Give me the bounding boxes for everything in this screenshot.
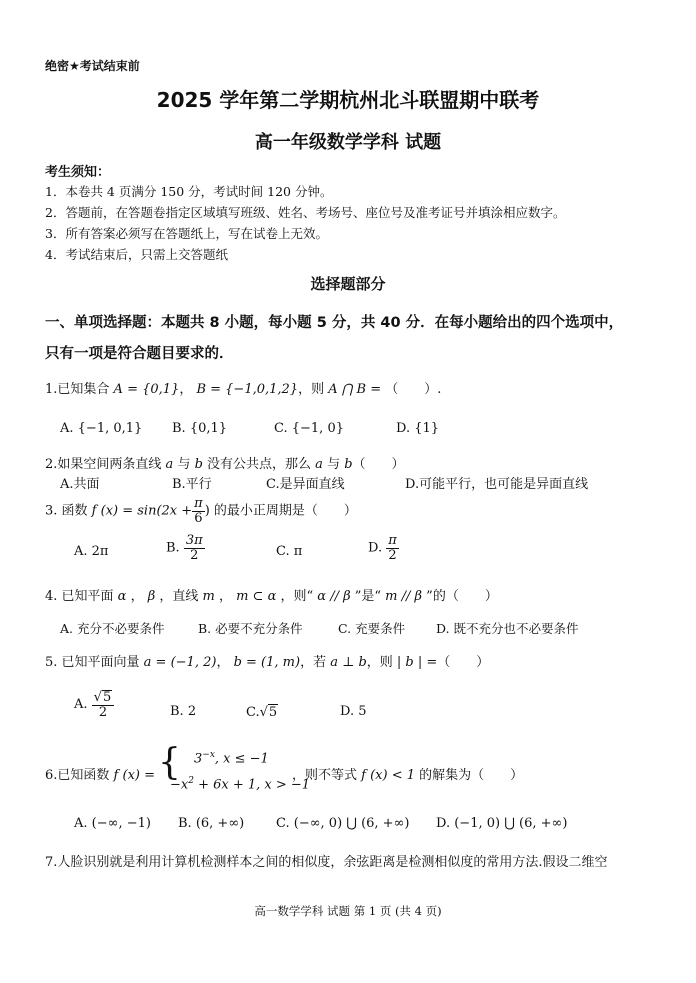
q4-p2: ， xyxy=(126,589,148,604)
q6-option-a: A. (−∞, −1) xyxy=(74,816,151,831)
q5-option-d: D. 5 xyxy=(340,704,367,719)
q4-cond2: m // β xyxy=(385,589,423,604)
q4-m: m xyxy=(202,589,215,604)
q4-p4: ， xyxy=(214,589,237,604)
q5-p1: 5. 已知平面向量 xyxy=(45,655,144,670)
q3-option-d-den: 2 xyxy=(388,547,397,563)
q5-p3: ，若 xyxy=(300,655,331,670)
notice-heading: 考生须知： xyxy=(45,165,111,180)
question-1 xyxy=(45,378,441,397)
q1-suffix: = （ ）. xyxy=(366,382,442,397)
q6-p2: ，则不等式 xyxy=(292,768,362,783)
q2-option-d: D.可能平行，也可能是异面直线 xyxy=(405,477,589,492)
q3-option-c: C. π xyxy=(276,544,303,559)
question-6-tail xyxy=(292,764,523,783)
q6-case-2 xyxy=(170,776,310,792)
q6-case1-base: 3 xyxy=(194,751,203,767)
q2-p4: 与 xyxy=(322,457,345,472)
q4-option-a: A. 充分不必要条件 xyxy=(60,621,165,636)
q5-option-a xyxy=(74,690,114,719)
q5-vector-b: b = (1, m) xyxy=(233,655,301,670)
q6-fx: f (x) = xyxy=(113,768,155,783)
q3-fraction xyxy=(192,497,205,525)
q6-case2-rest: + 6x + 1, x > −1 xyxy=(193,777,311,793)
q1-mid: ， xyxy=(179,382,197,397)
notice-item: 1．本卷共 4 页满分 150 分，考试时间 120 分钟。 xyxy=(45,184,333,199)
q5-p2: ， xyxy=(216,655,234,670)
q5-option-a-num: √5 xyxy=(92,690,115,706)
q1-option-b: B. {0,1} xyxy=(172,421,228,436)
q4-option-c: C. 充要条件 xyxy=(338,621,406,636)
exam-subtitle: 高一年级数学学科 试题 xyxy=(254,132,442,153)
question-5 xyxy=(45,651,489,670)
q5-option-a-label: A. xyxy=(74,697,88,713)
q2-a2: a xyxy=(315,457,323,472)
q1-option-a: A. {−1, 0,1} xyxy=(60,421,143,436)
q3-option-d-num: π xyxy=(388,533,397,548)
question-3 xyxy=(45,497,357,525)
question-2 xyxy=(45,453,405,472)
part-instruction-line2: 只有一项是符合题目要求的． xyxy=(45,346,234,362)
q3-option-b xyxy=(166,534,205,562)
q6-option-c: C. (−∞, 0) ⋃ (6, +∞) xyxy=(276,816,410,831)
q3-option-b-den: 2 xyxy=(190,547,199,563)
q2-option-c: C.是异面直线 xyxy=(266,477,345,492)
q4-p7: ”的（ ） xyxy=(422,589,498,604)
q3-option-d-fraction xyxy=(386,534,399,562)
q6-case1-cond: , x ≤ −1 xyxy=(214,751,269,767)
q2-p3: 没有公共点，那么 xyxy=(202,457,316,472)
secret-label: 绝密★考试结束前 xyxy=(45,59,140,73)
q6-case2-exp: 2 xyxy=(188,776,194,786)
q1-option-c: C. {−1, 0} xyxy=(274,421,344,436)
q5-perp: a ⊥ b xyxy=(330,655,367,670)
q4-p3: ，直线 xyxy=(155,589,203,604)
q3-option-d-label: D. xyxy=(368,540,383,556)
q4-beta: β xyxy=(147,589,156,604)
notice-item: 3．所有答案必须写在答题纸上，写在试卷上无效。 xyxy=(45,226,328,241)
q6-brace: { xyxy=(158,742,181,783)
question-4 xyxy=(45,585,498,604)
exam-title: 2025 学年第二学期杭州北斗联盟期中联考 xyxy=(156,88,540,112)
q6-case-1 xyxy=(194,750,269,766)
part-instruction-line1: 一、单项选择题：本题共 8 小题，每小题 5 分，共 40 分．在每小题给出的四个选项中， xyxy=(45,315,624,331)
q3-frac-den: 6 xyxy=(194,510,203,526)
q4-cond1: α // β xyxy=(317,589,351,604)
q3-option-b-fraction xyxy=(184,534,205,562)
q5-option-a-radicand: 5 xyxy=(102,690,112,705)
q4-alpha: α xyxy=(117,589,127,604)
q6-ineq: f (x) < 1 xyxy=(361,768,415,783)
q4-p5: ，则“ xyxy=(276,589,318,604)
q5-option-c-radicand: 5 xyxy=(268,705,278,720)
q6-option-d: D. (−1, 0) ⋃ (6, +∞) xyxy=(436,816,568,831)
q2-a: a xyxy=(165,457,174,472)
q6-case1-exp: −x xyxy=(202,750,215,760)
q1-set-a: A = {0,1} xyxy=(113,382,180,397)
section-title: 选择题部分 xyxy=(310,275,386,293)
q2-option-b: B.平行 xyxy=(172,477,212,492)
q3-close: ) xyxy=(204,503,210,519)
q2-p2: 与 xyxy=(173,457,195,472)
q5-option-a-fraction xyxy=(92,690,115,719)
q1-set-b: B = {−1,0,1,2} xyxy=(196,382,299,397)
q5-abs: | b | = xyxy=(396,655,438,670)
q3-option-d xyxy=(368,534,399,562)
q3-frac-num: π xyxy=(194,496,203,511)
q3-option-b-label: B. xyxy=(166,540,180,556)
q5-p4: ，则 xyxy=(366,655,397,670)
q4-option-d: D. 既不充分也不必要条件 xyxy=(436,621,579,636)
q6-p3: 的解集为（ ） xyxy=(415,768,524,783)
q2-option-a: A.共面 xyxy=(60,477,100,492)
q4-subset: m ⊂ α xyxy=(236,589,277,604)
q4-p6: ”是“ xyxy=(350,589,386,604)
q2-b2: b xyxy=(344,457,353,472)
notice-item: 2．答题前，在答题卷指定区域填写班级、姓名、考场号、座位号及准考证号并填涂相应数字。 xyxy=(45,205,566,220)
page-footer: 高一数学学科 试题 第 1 页 (共 4 页) xyxy=(254,904,442,918)
question-7: 7.人脸识别就是利用计算机检测样本之间的相似度，余弦距离是检测相似度的常用方法.假设二维空 xyxy=(45,855,608,870)
q5-p5: （ ） xyxy=(437,655,490,670)
q3-fx: f (x) = sin(2x + xyxy=(91,503,193,519)
q1-prefix: 1.已知集合 xyxy=(45,382,114,397)
q1-expr: A ⋂ B xyxy=(328,382,367,397)
q2-p5: （ ） xyxy=(352,457,405,472)
q5-option-c: C.√5 xyxy=(246,705,278,720)
q5-option-c-label: C. xyxy=(246,705,260,720)
q1-mid2: ，则 xyxy=(298,382,329,397)
q5-vector-a: a = (−1, 2) xyxy=(143,655,217,670)
q6-option-b: B. (6, +∞) xyxy=(178,816,245,831)
q1-option-d: D. {1} xyxy=(396,421,440,436)
q4-p1: 4. 已知平面 xyxy=(45,589,118,604)
q6-case2-base: −x xyxy=(170,777,189,793)
q3-option-a: A. 2π xyxy=(74,544,109,559)
q5-option-b: B. 2 xyxy=(170,704,197,719)
q3-p1: 3. 函数 xyxy=(45,503,92,519)
q3-option-b-num: 3π xyxy=(185,533,203,548)
q6-p1: 6.已知函数 xyxy=(45,768,114,783)
question-6-lead xyxy=(45,764,155,783)
q2-p1: 2.如果空间两条直线 xyxy=(45,457,166,472)
q4-option-b: B. 必要不充分条件 xyxy=(198,621,303,636)
q2-b: b xyxy=(194,457,203,472)
notice-item: 4．考试结束后，只需上交答题纸 xyxy=(45,247,228,262)
q5-option-a-den: 2 xyxy=(98,704,108,720)
q3-p2: 的最小正周期是（ ） xyxy=(209,503,357,519)
